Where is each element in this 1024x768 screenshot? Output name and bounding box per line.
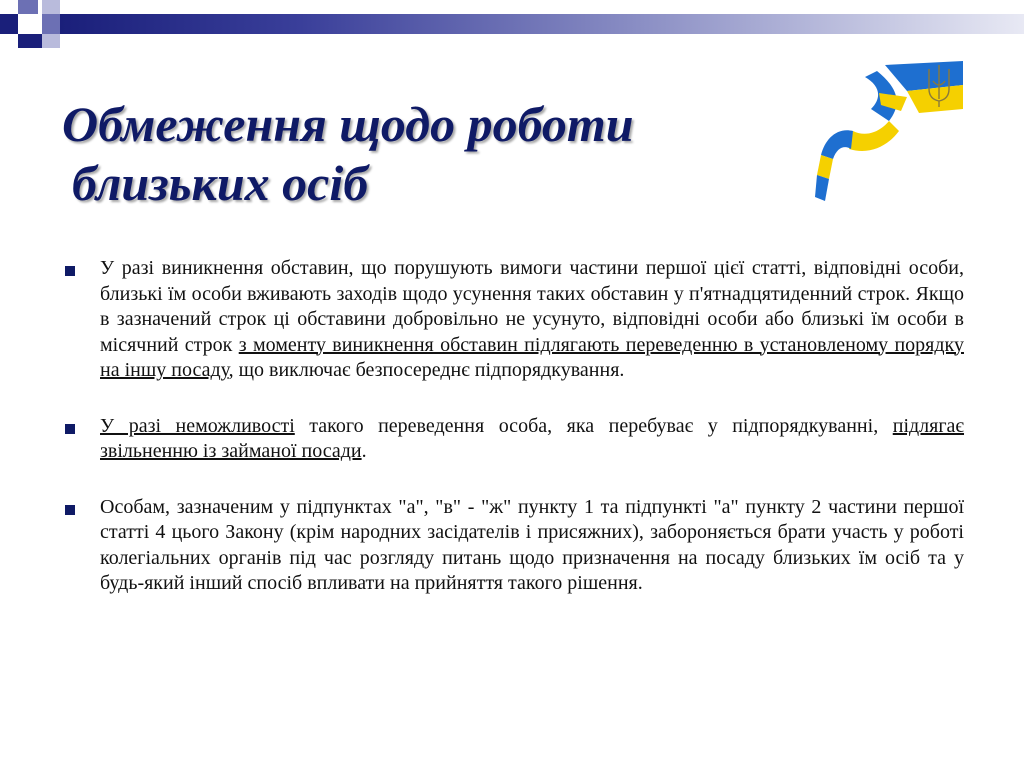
bullet-square-icon (65, 424, 75, 434)
bullet-text: , що виключає безпосереднє підпорядкування. (228, 359, 625, 381)
bullet-item (62, 256, 964, 384)
slide-title-line2: близьких осіб (72, 155, 369, 211)
slide-title-line1: Обмеження щодо роботи (62, 96, 634, 152)
slide-content (62, 256, 964, 597)
decor-square (42, 34, 60, 48)
decor-square (42, 14, 60, 34)
header-gradient-bar (60, 14, 1024, 34)
bullet-text: . (361, 440, 367, 462)
bullet-item (62, 495, 964, 597)
decor-square (18, 0, 38, 14)
decor-square (0, 14, 18, 34)
ukraine-flag-icon (815, 55, 965, 203)
underlined-phrase: з моменту виникнення обставин підлягають переведенню в установленому порядку на іншу посаду (100, 333, 964, 381)
slide-title (62, 95, 782, 213)
bullet-text: У разі виникнення обставин, що порушують вимоги частини першої цієї статті, відповідні особи, близькі їм особи вживають заходів щодо усунення таких обставин у п'ятнадцятиденний строк. Якщо в зазначений строк ці обставини добровільно не усунуто, відповідні особи або близькі їм особи в місячний строк (100, 257, 964, 356)
bullet-item (62, 414, 964, 465)
bullet-text: Особам, зазначеним у підпунктах "а", "в" - "ж" пункту 1 та підпункті "а" пункту 2 частини першої статті 4 цього Закону (крім народних засідателів і присяжних), забороняється брати участь у роботі колегіальних органів під час розгляду питань щодо призначення на посаду близьких їм осіб та у будь-який інший спосіб впливати на прийняття такого рішення. (100, 495, 964, 594)
bullet-text: такого переведення особа, яка перебуває у підпорядкуванні, (294, 414, 893, 437)
bullet-square-icon (65, 505, 75, 515)
bullet-square-icon (65, 266, 75, 276)
decor-square (42, 0, 60, 14)
decor-square (18, 34, 42, 48)
underlined-phrase: підлягає звільненню із займаної посади (100, 414, 965, 462)
underlined-phrase: У разі неможливості (100, 414, 295, 437)
